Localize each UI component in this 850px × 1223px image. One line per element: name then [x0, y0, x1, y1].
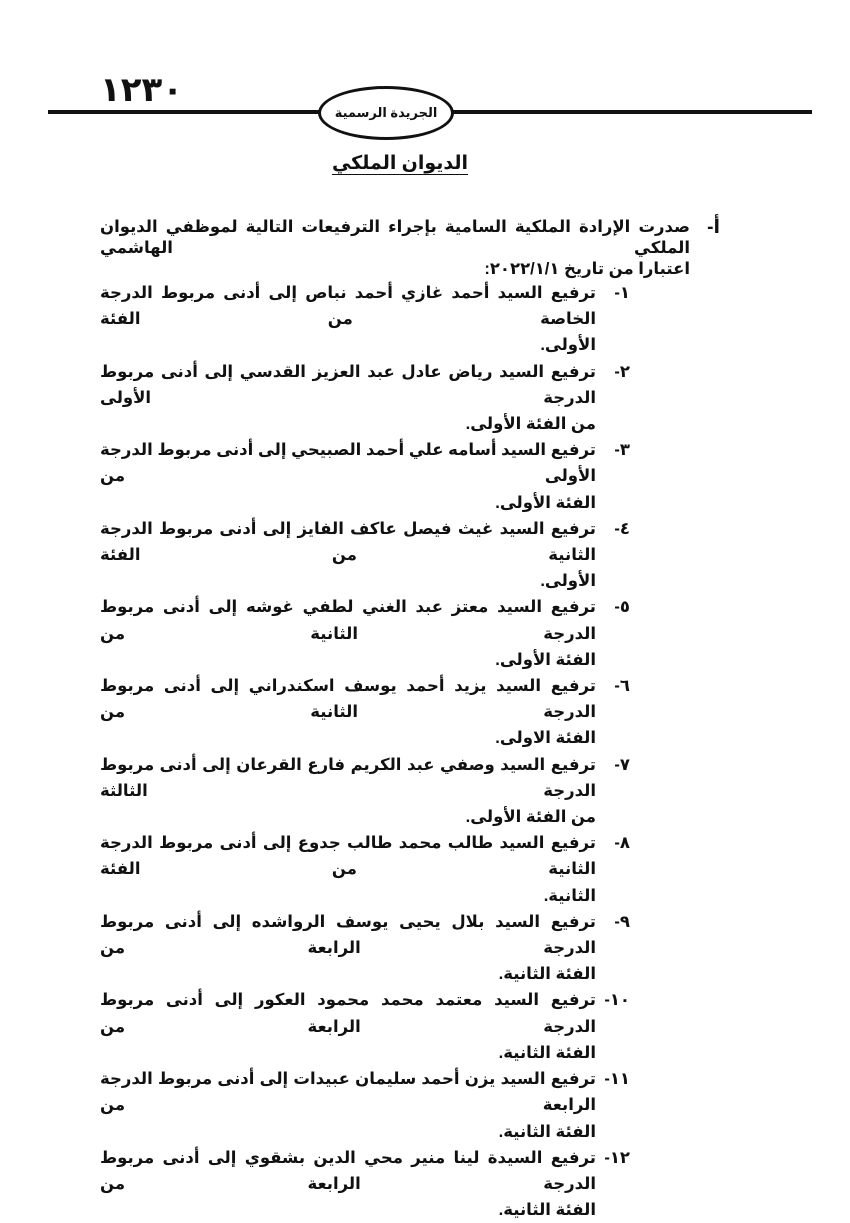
item-number: ٦-	[614, 677, 630, 696]
item-number: ٢-	[614, 362, 630, 381]
intro-paragraph	[100, 217, 720, 280]
item-text-line: ترفيع السيد معتز عبد الغني لطفي غوشه إلى أدنى مربوط الدرجة الثانية من	[100, 598, 596, 643]
item-text-line: الفئة الثانية.	[498, 1122, 596, 1141]
item-text-line: ترفيع السيد غيث فيصل عاكف الفايز إلى أدنى مربوط الدرجة الثانية من الفئة	[100, 519, 596, 565]
list-item	[100, 673, 630, 752]
item-text-line: ترفيع السيدة لينا منير محي الدين بشقوي إلى أدنى مربوط الدرجة الرابعة من	[100, 1148, 596, 1193]
item-text-line: ترفيع السيد أحمد غازي أحمد نباص إلى أدنى مربوط الدرجة الخاصة من الفئة	[100, 284, 596, 329]
list-item	[100, 516, 630, 595]
item-number: ٤-	[614, 519, 630, 538]
item-text-line: من الفئة الأولى.	[465, 808, 596, 827]
section-title: الديوان الملكي	[331, 153, 469, 174]
item-text-line: الثانية.	[543, 886, 596, 905]
item-number: ٩-	[614, 912, 630, 931]
item-text-line: ترفيع السيد بلال يحيى يوسف الرواشده إلى أدنى مربوط الدرجة الرابعة من	[100, 912, 596, 958]
list-item	[100, 752, 630, 831]
item-text-line: الفئة الثانية.	[498, 1043, 596, 1062]
list-item	[100, 1145, 630, 1223]
list-item	[100, 437, 630, 516]
item-text-line: الأولى.	[540, 572, 596, 591]
list-item	[100, 1066, 630, 1145]
gazette-name-oval	[318, 86, 454, 140]
item-text-line: ترفيع السيد يزن أحمد سليمان عبيدات إلى أدنى مربوط الدرجة الرابعة من	[100, 1070, 596, 1115]
list-item	[100, 909, 630, 988]
item-text-line: الفئة الأولى.	[495, 650, 596, 669]
intro-line: اعتبارا من تاريخ ٢٠٢٢/١/١:	[484, 260, 690, 278]
list-item	[100, 359, 630, 438]
gazette-name: الجريدة الرسمية	[334, 105, 438, 120]
item-text-line: الفئة الثانية.	[498, 1201, 596, 1220]
list-item	[100, 830, 630, 909]
item-text-line: ترفيع السيد وصفي عبد الكريم فارع القرعان إلى أدنى مربوط الدرجة الثالثة	[100, 755, 596, 800]
page-number: ١٢٣٠	[100, 71, 184, 109]
item-number: ١١-	[604, 1070, 630, 1089]
list-item	[100, 594, 630, 673]
item-text-line: من الفئة الأولى.	[465, 415, 596, 434]
item-number: ٣-	[614, 441, 630, 460]
item-text-line: ترفيع السيد معتمد محمد محمود العكور إلى أدنى مربوط الدرجة الرابعة من	[100, 991, 596, 1036]
intro-mark: أ-	[707, 217, 720, 238]
item-number: ٥-	[614, 598, 630, 617]
item-text-line: ترفيع السيد أسامه علي أحمد الصبيحي إلى أدنى مربوط الدرجة الأولى من	[100, 441, 596, 486]
item-text-line: الفئة الأولى.	[495, 493, 596, 512]
item-text-line: الأولى.	[540, 336, 596, 355]
item-number: ١-	[614, 284, 630, 302]
item-text-line: ترفيع السيد طالب محمد طالب جدوع إلى أدنى مربوط الدرجة الثانية من الفئة	[100, 834, 596, 879]
item-number: ١٢-	[604, 1148, 630, 1167]
intro-line: صدرت الإرادة الملكية السامية بإجراء الترفيعات التالية لموظفي الديوان الملكي الهاشمي	[100, 218, 690, 257]
item-text-line: الفئة الثانية.	[498, 965, 596, 984]
item-number: ٨-	[614, 834, 630, 853]
list-item	[100, 987, 630, 1066]
promotion-list	[100, 280, 630, 1223]
item-text-line: الفئة الاولى.	[495, 729, 596, 748]
item-number: ٧-	[614, 755, 630, 774]
item-text-line: ترفيع السيد رياض عادل عبد العزيز القدسي إلى أدنى مربوط الدرجة الأولى	[100, 362, 596, 407]
item-text-line: ترفيع السيد يزيد أحمد يوسف اسكندراني إلى أدنى مربوط الدرجة الثانية من	[100, 677, 596, 722]
item-number: ١٠-	[604, 991, 630, 1010]
list-item	[100, 280, 630, 359]
